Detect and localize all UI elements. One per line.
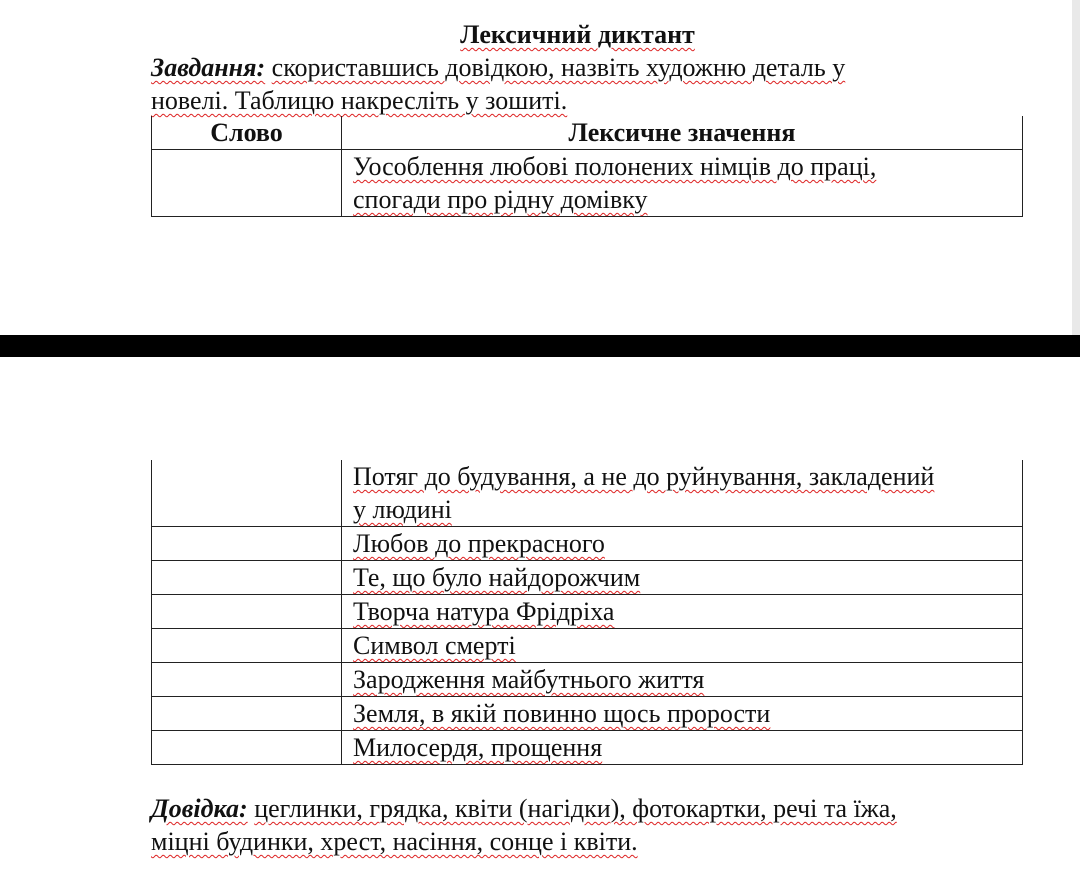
header-meaning: Лексичне значення: [342, 116, 1023, 150]
lexical-table-part-2: [151, 460, 1023, 765]
meaning-cell: Творча натура Фрідріха: [342, 595, 1023, 629]
meaning-line: спогади про рідну домівку: [353, 185, 648, 214]
table-row: [152, 527, 1023, 561]
meaning-cell: Те, що було найдорожчим: [342, 561, 1023, 595]
task-label: Завдання:: [151, 53, 266, 82]
table-row: [152, 731, 1023, 765]
meaning-cell: [342, 150, 1023, 217]
word-cell[interactable]: [152, 561, 342, 595]
word-cell[interactable]: [152, 629, 342, 663]
meaning-cell: Символ смерті: [342, 629, 1023, 663]
table-row: [152, 629, 1023, 663]
table-row: [152, 460, 1023, 527]
meaning-line: Уособлення любові полонених німців до праці,: [353, 152, 877, 181]
header-word: Слово: [152, 116, 342, 150]
table-row: [152, 561, 1023, 595]
reference-label: Довідка:: [151, 794, 248, 823]
table-row: [152, 595, 1023, 629]
meaning-cell: Любов до прекрасного: [342, 527, 1023, 561]
task-line-1: [151, 51, 845, 84]
word-cell[interactable]: [152, 595, 342, 629]
task-text-1: скориставшись довідкою, назвіть художню деталь у: [271, 53, 846, 82]
table-row: [152, 697, 1023, 731]
word-cell[interactable]: [152, 460, 342, 527]
meaning-line: Потяг до будування, а не до руйнування, закладений: [353, 462, 935, 491]
task-line-2: новелі. Таблицю накресліть у зошиті.: [151, 86, 568, 115]
reference-line-2: міцні будинки, хрест, насіння, сонце і квіти.: [151, 827, 638, 856]
page-break-bar: [0, 335, 1080, 357]
reference-text-1: цеглинки, грядка, квіти (нагідки), фотокартки, речі та їжа,: [254, 794, 897, 823]
table-header-row: [152, 116, 1023, 150]
meaning-line: у людині: [353, 495, 452, 524]
meaning-cell: [342, 460, 1023, 527]
meaning-cell: Милосердя, прощення: [342, 731, 1023, 765]
word-cell[interactable]: [152, 697, 342, 731]
word-cell[interactable]: [152, 527, 342, 561]
word-cell[interactable]: [152, 731, 342, 765]
meaning-cell: Земля, в якій повинно щось прорости: [342, 697, 1023, 731]
word-cell[interactable]: [152, 150, 342, 217]
lexical-table-part-1: [151, 116, 1023, 217]
word-cell[interactable]: [152, 663, 342, 697]
page-title: Лексичний диктант: [460, 20, 695, 49]
table-row: [152, 663, 1023, 697]
table-row: [152, 150, 1023, 217]
meaning-cell: Зародження майбутнього життя: [342, 663, 1023, 697]
reference-line-1: [151, 792, 897, 825]
